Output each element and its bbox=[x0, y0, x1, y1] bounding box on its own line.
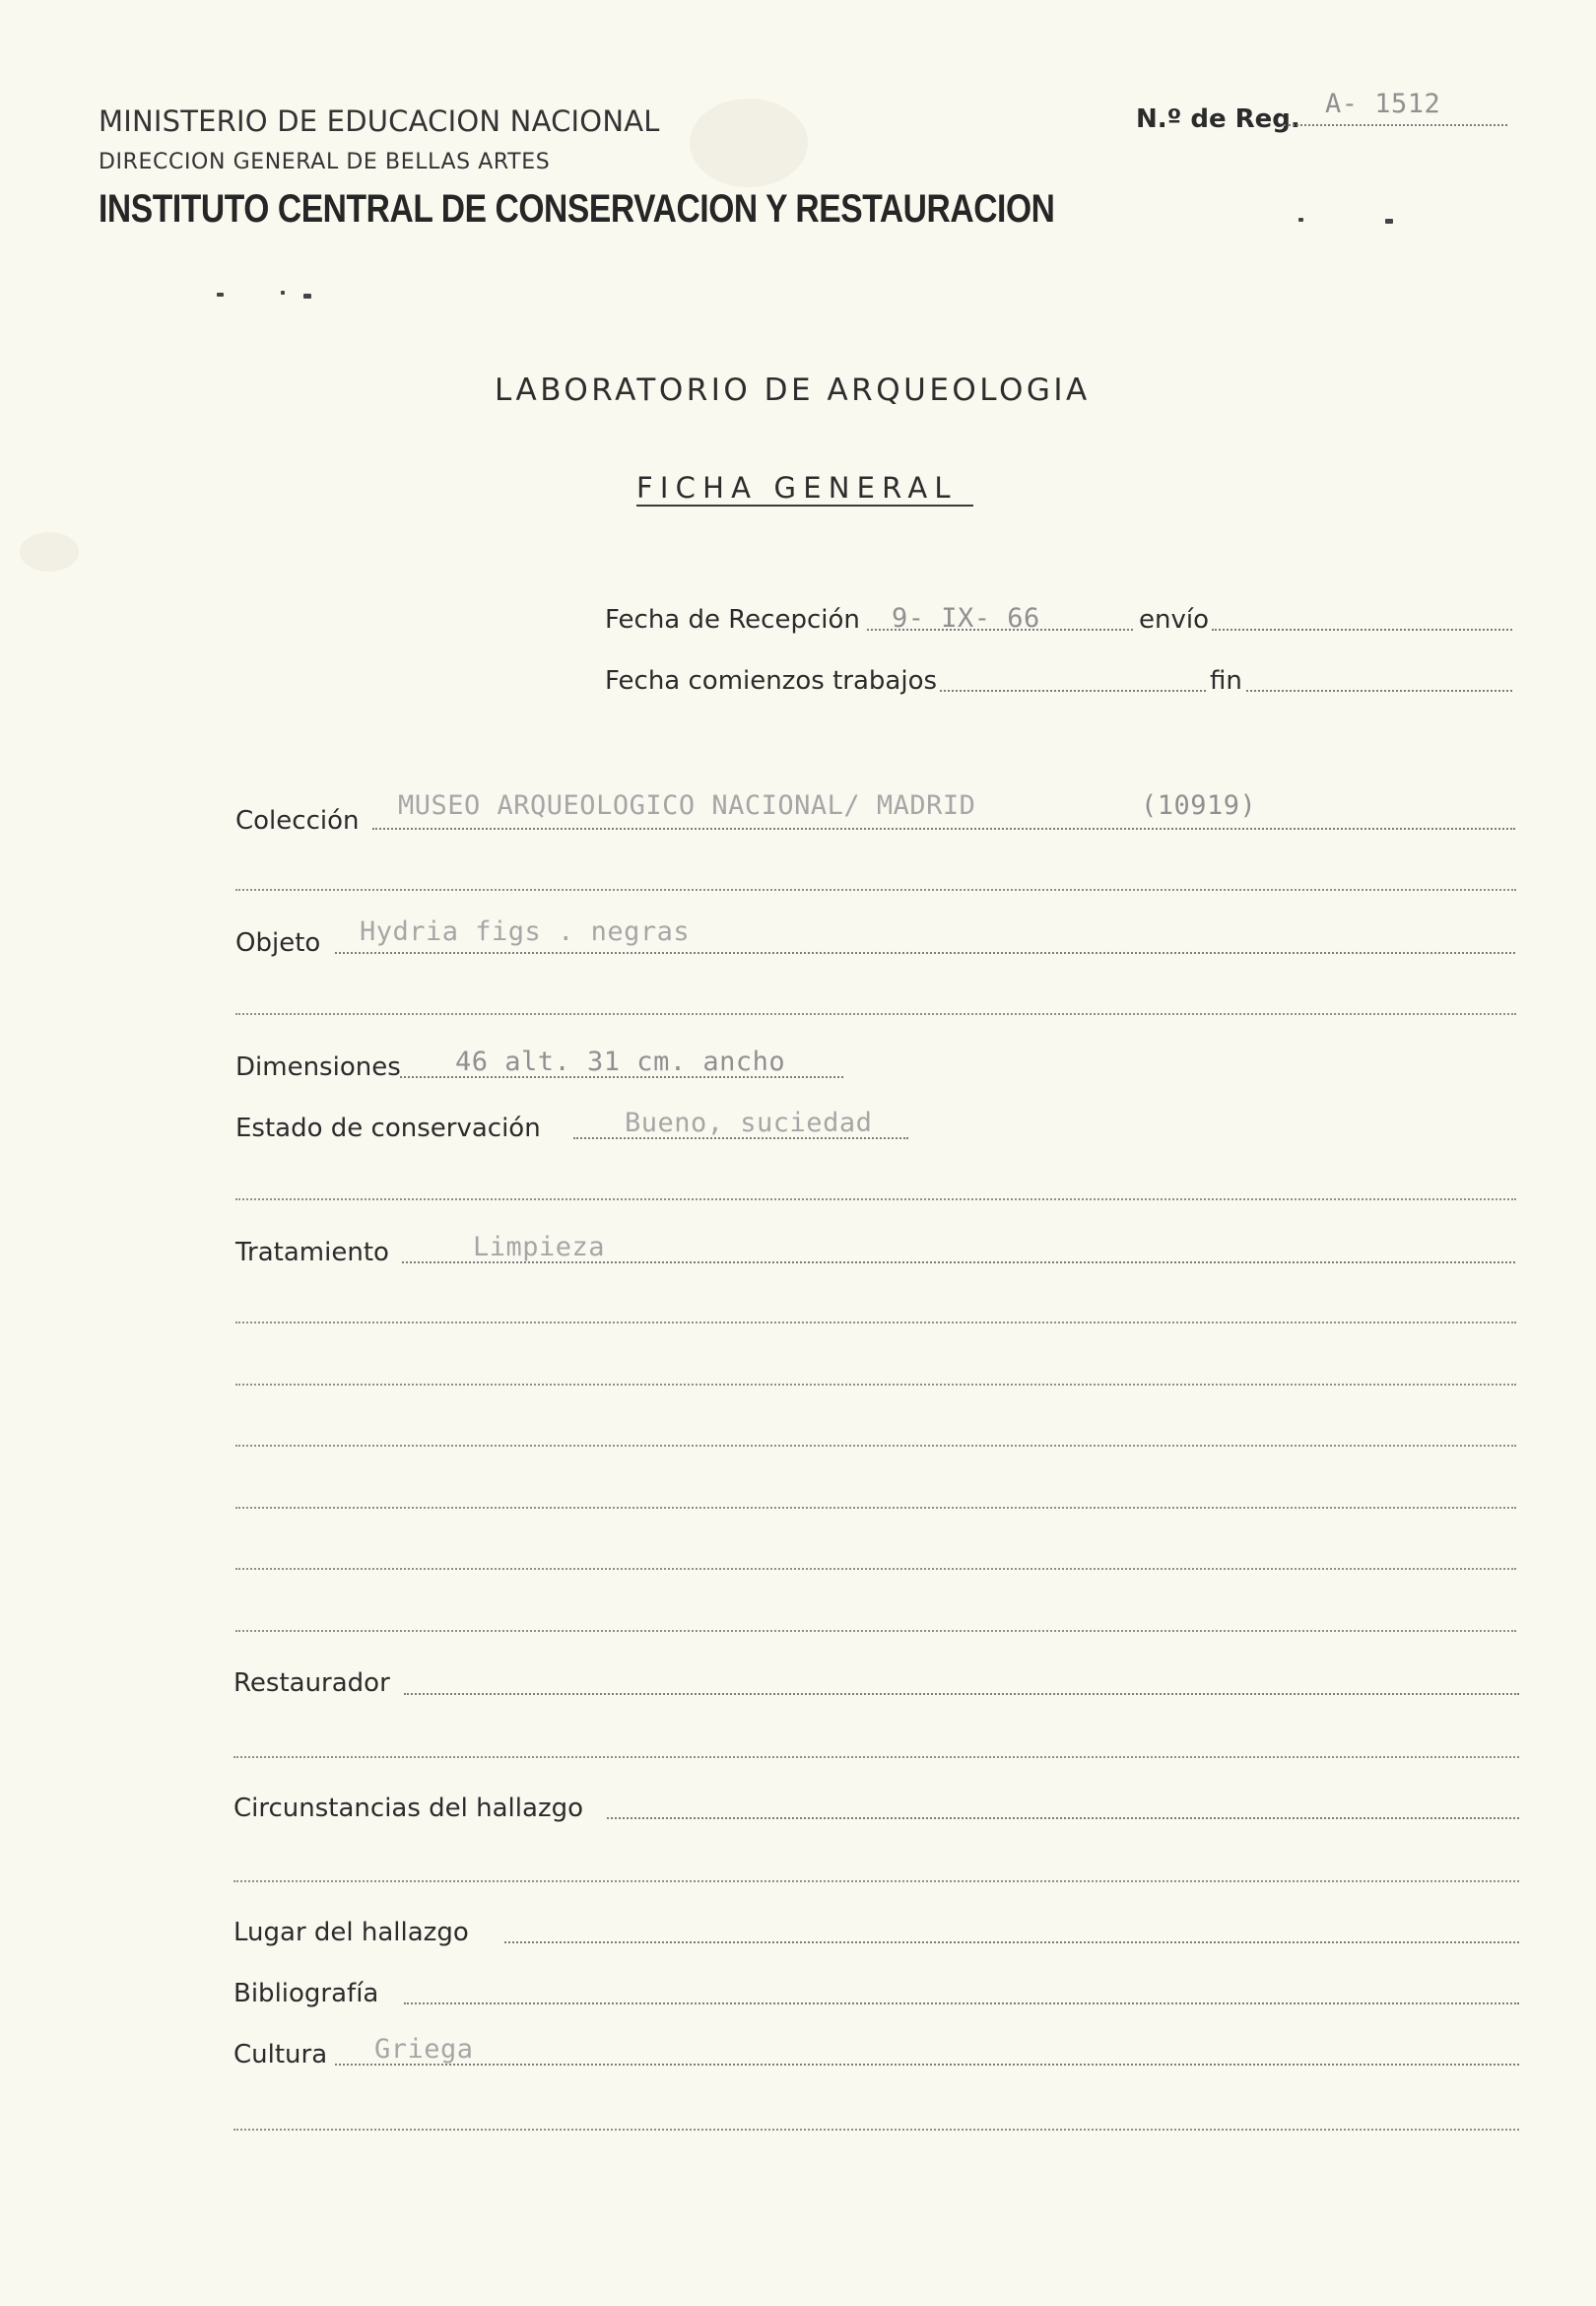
blank-line bbox=[235, 1384, 1516, 1386]
blank-line bbox=[235, 1013, 1516, 1015]
ink-speck bbox=[217, 293, 224, 297]
work-start-line bbox=[940, 690, 1206, 692]
reg-number-label: N.º de Reg. bbox=[1136, 104, 1300, 134]
find-circumstances-line bbox=[607, 1817, 1519, 1819]
institute-heading: INSTITUTO CENTRAL DE CONSERVACION Y RESTAURACION bbox=[99, 187, 1055, 231]
ink-speck bbox=[281, 291, 285, 295]
collection-number: (10919) bbox=[1141, 790, 1257, 821]
restorer-label: Restaurador bbox=[233, 1668, 390, 1698]
blank-line bbox=[235, 1445, 1516, 1447]
ink-speck bbox=[303, 294, 311, 299]
dimensions-value: 46 alt. 31 cm. ancho bbox=[455, 1047, 786, 1077]
ink-speck bbox=[1385, 219, 1393, 224]
conservation-state-label: Estado de conservación bbox=[235, 1114, 541, 1143]
ink-speck bbox=[1298, 218, 1303, 222]
culture-label: Cultura bbox=[233, 2040, 328, 2069]
reception-date-label: Fecha de Recepción bbox=[605, 605, 860, 635]
blank-line bbox=[233, 1880, 1519, 1882]
culture-line bbox=[335, 2064, 1519, 2066]
treatment-label: Tratamiento bbox=[235, 1238, 389, 1267]
sheet-title-underline bbox=[636, 505, 973, 507]
collection-value: MUSEO ARQUEOLOGICO NACIONAL/ MADRID bbox=[398, 790, 976, 821]
find-circumstances-label: Circunstancias del hallazgo bbox=[233, 1794, 583, 1823]
blank-line bbox=[235, 889, 1516, 891]
work-end-line bbox=[1246, 690, 1512, 692]
conservation-state-value: Bueno, suciedad bbox=[625, 1108, 873, 1138]
reg-number-line bbox=[1284, 124, 1507, 126]
object-value: Hydria figs . negras bbox=[360, 916, 691, 947]
restorer-line bbox=[404, 1693, 1519, 1695]
blank-line bbox=[235, 1568, 1516, 1570]
object-label: Objeto bbox=[235, 928, 321, 958]
send-date-label: envío bbox=[1139, 605, 1209, 635]
blank-line bbox=[235, 1630, 1516, 1632]
find-place-line bbox=[504, 1941, 1519, 1943]
treatment-value: Limpieza bbox=[473, 1232, 606, 1262]
blank-line bbox=[235, 1198, 1516, 1200]
collection-line bbox=[372, 828, 1515, 830]
blank-line bbox=[233, 2129, 1519, 2131]
culture-value: Griega bbox=[374, 2034, 474, 2065]
bibliography-label: Bibliografía bbox=[233, 1979, 379, 2008]
reg-number-value: A- 1512 bbox=[1325, 89, 1441, 119]
find-place-label: Lugar del hallazgo bbox=[233, 1918, 469, 1947]
ministry-heading: MINISTERIO DE EDUCACION NACIONAL bbox=[99, 104, 660, 138]
sheet-title: FICHA GENERAL bbox=[636, 471, 958, 505]
laboratory-title: LABORATORIO DE ARQUEOLOGIA bbox=[495, 373, 1091, 408]
blank-line bbox=[233, 1756, 1519, 1758]
object-line bbox=[335, 952, 1515, 954]
blank-line bbox=[235, 1322, 1516, 1323]
paper-stain bbox=[690, 99, 808, 187]
send-date-line bbox=[1212, 629, 1512, 631]
blank-line bbox=[235, 1507, 1516, 1509]
direction-heading: DIRECCION GENERAL DE BELLAS ARTES bbox=[99, 150, 551, 174]
dimensions-label: Dimensiones bbox=[235, 1052, 401, 1082]
bibliography-line bbox=[404, 2002, 1519, 2004]
paper-stain bbox=[20, 532, 79, 572]
work-end-label: fin bbox=[1210, 666, 1242, 696]
collection-label: Colección bbox=[235, 806, 360, 836]
work-start-label: Fecha comienzos trabajos bbox=[605, 666, 938, 696]
reception-date-value: 9- IX- 66 bbox=[892, 603, 1040, 634]
